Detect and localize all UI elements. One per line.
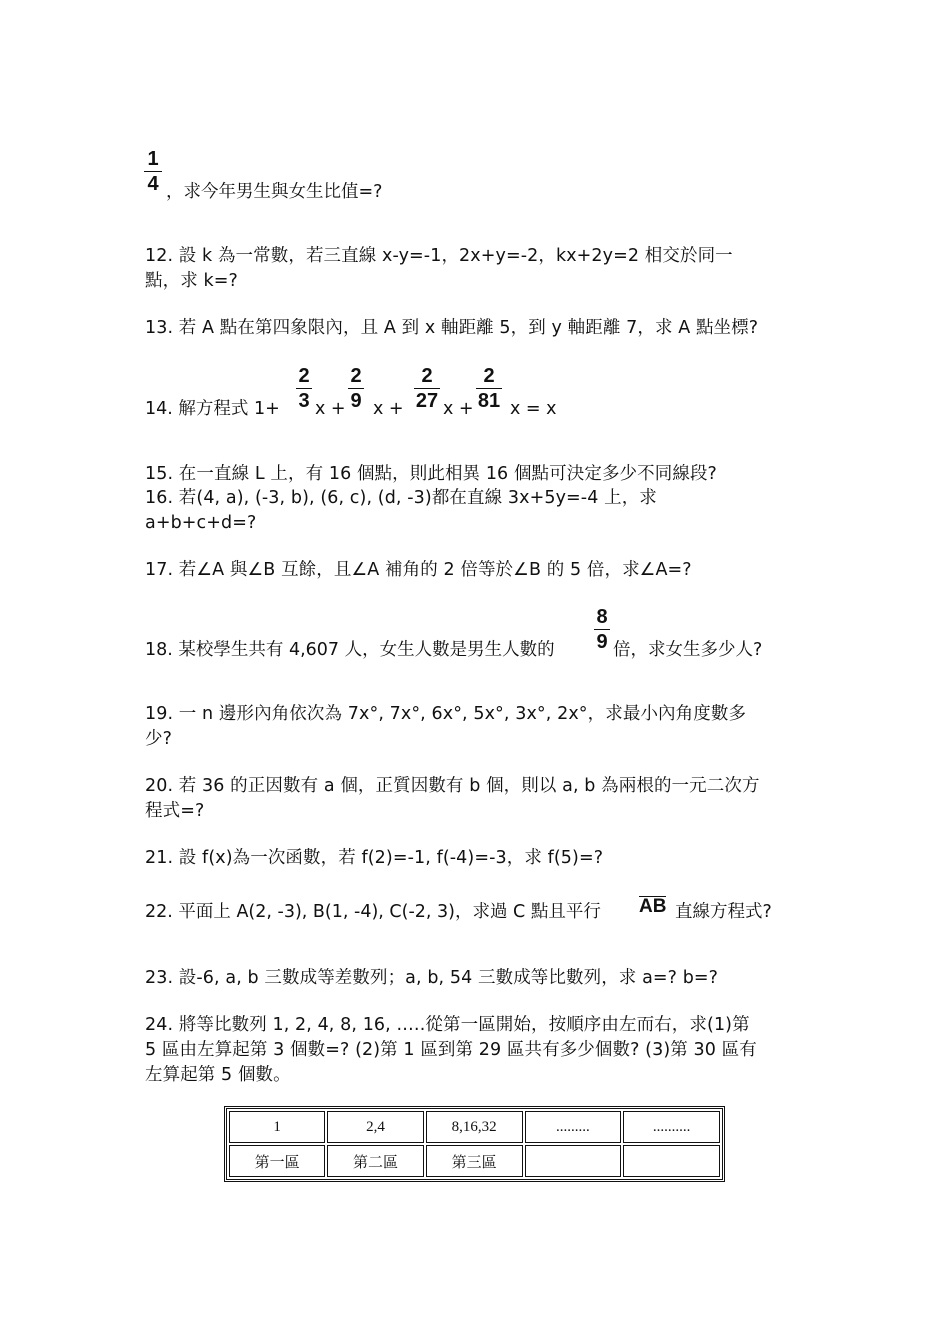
question-20-line2: 程式=?: [145, 801, 205, 821]
q14-end: x = x: [510, 399, 557, 419]
table-row: [229, 1145, 720, 1177]
question-24-line3: 左算起第 5 個數。: [145, 1065, 291, 1085]
table-cell: 1: [229, 1111, 325, 1143]
fraction-denominator: 9: [350, 390, 362, 412]
fraction-numerator: 2: [298, 365, 310, 387]
q11-fraction-denominator: 4: [147, 173, 159, 195]
fraction-numerator: 2: [421, 365, 433, 387]
q22-prefix: 22. 平面上 A(2, -3), B(1, -4), C(-2, 3)，求過 C 點且平行: [145, 902, 601, 922]
question-16-line1: 16. 若(4, a), (-3, b), (6, c), (d, -3)都在直線 3x+5y=-4 上，求: [145, 488, 657, 508]
question-24-line1: 24. 將等比數列 1, 2, 4, 8, 16, .….從第一區開始，按順序由左而右，求(1)第: [145, 1015, 750, 1035]
table-cell: ..........: [623, 1111, 720, 1143]
table-cell: 第二區: [327, 1145, 423, 1177]
q18-suffix: 倍，求女生多少人?: [613, 640, 763, 660]
question-19-line2: 少?: [145, 729, 172, 749]
question-20-line1: 20. 若 36 的正因數有 a 個，正質因數有 b 個，則以 a, b 為兩根的一元二次方: [145, 776, 760, 796]
question-19-line1: 19. 一 n 邊形內角依次為 7x°, 7x°, 6x°, 5x°, 3x°, 2x°，求最小內角度數多: [145, 704, 747, 724]
fraction-numerator: 2: [483, 365, 495, 387]
q11-tail: ，求今年男生與女生比值=?: [166, 182, 383, 202]
sequence-zone-table: [224, 1106, 725, 1182]
question-12-line2: 點，求 k=?: [145, 271, 238, 291]
fraction-bar: [296, 388, 312, 389]
question-16-line2: a+b+c+d=?: [145, 513, 257, 533]
fraction-bar: [144, 171, 162, 172]
table-cell: 2,4: [327, 1111, 423, 1143]
q14-fraction-1: [296, 365, 312, 412]
question-23: 23. 設-6, a, b 三數成等差數列；a, b, 54 三數成等比數列，求 a=? b=?: [145, 968, 719, 988]
fraction-numerator: 8: [596, 606, 608, 628]
question-15: 15. 在一直線 L 上，有 16 個點，則此相異 16 個點可決定多少不同線段?: [145, 464, 717, 484]
q14-term-1: x +: [315, 399, 346, 419]
q14-fraction-4: [476, 365, 502, 412]
fraction-denominator: 9: [596, 631, 608, 653]
table-cell: [525, 1145, 622, 1177]
q14-term-2: x +: [373, 399, 404, 419]
fraction-bar: [476, 388, 502, 389]
q14-prefix: 14. 解方程式 1+: [145, 399, 280, 419]
q11-fraction: [144, 148, 162, 195]
table-cell: .........: [525, 1111, 622, 1143]
q22-segment-ab: AB: [639, 896, 667, 917]
fraction-numerator: 2: [350, 365, 362, 387]
fraction-denominator: 3: [298, 390, 310, 412]
q14-fraction-2: [348, 365, 364, 412]
fraction-bar: [594, 629, 610, 630]
table-row: [229, 1111, 720, 1143]
fraction-denominator: 27: [415, 390, 439, 412]
q14-term-3: x +: [443, 399, 474, 419]
fraction-bar: [414, 388, 440, 389]
q14-fraction-3: [414, 365, 440, 412]
q11-fraction-numerator: 1: [147, 148, 159, 170]
table-cell: 第三區: [426, 1145, 523, 1177]
table-cell: 第一區: [229, 1145, 325, 1177]
table-cell: [623, 1145, 720, 1177]
question-24-line2: 5 區由左算起第 3 個數=? (2)第 1 區到第 29 區共有多少個數? (3)第 30 區有: [145, 1040, 757, 1060]
table-cell: 8,16,32: [426, 1111, 523, 1143]
q18-fraction: [594, 606, 610, 653]
question-12-line1: 12. 設 k 為一常數，若三直線 x-y=-1，2x+y=-2，kx+2y=2 相交於同一: [145, 246, 733, 266]
question-17: 17. 若∠A 與∠B 互餘，且∠A 補角的 2 倍等於∠B 的 5 倍，求∠A=?: [145, 560, 692, 580]
q22-suffix: 直線方程式?: [675, 902, 772, 922]
question-21: 21. 設 f(x)為一次函數，若 f(2)=-1, f(-4)=-3，求 f(5)=?: [145, 848, 604, 868]
fraction-denominator: 81: [477, 390, 501, 412]
question-13: 13. 若 A 點在第四象限內，且 A 到 x 軸距離 5，到 y 軸距離 7，求 A 點坐標?: [145, 318, 759, 338]
fraction-bar: [348, 388, 364, 389]
q18-prefix: 18. 某校學生共有 4,607 人，女生人數是男生人數的: [145, 640, 555, 660]
